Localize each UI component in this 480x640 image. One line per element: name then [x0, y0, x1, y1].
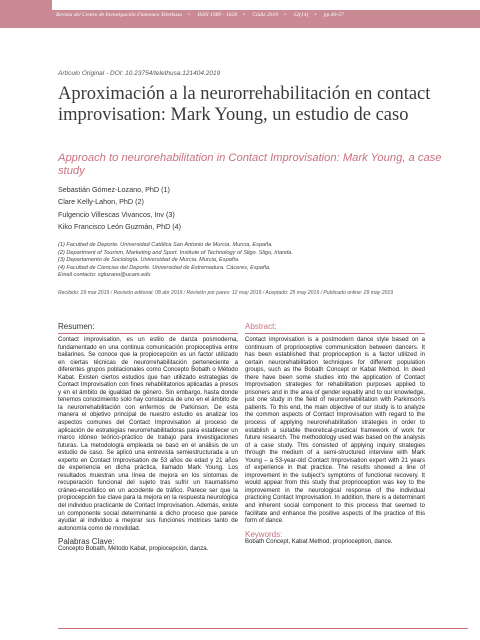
journal-pages: pp.40-57	[323, 12, 344, 18]
article-doi: Artículo Original - DOI: 10.23754/telethusa.121404.2019	[58, 70, 221, 77]
resumen-text: Contact improvisation, es un estilo de danza posmoderna, fundamentado en una continua comunicación propioceptiva entre bailarines. Se conoce que la propiocepción es un factor utilizado en ciertas técnicas de neurorrehabilitación perteneciente a diferentes grupos poblacionales como Concepto Bobath o Método Kabat. Existen ciertos estudios que han utilizado estrategias de Contact Improvisation con fines rehabilitatorios aplicadas a presos y en el ámbito de igualdad de género. Sin embargo, hasta donde tenemos conocimiento solo hay constancia de uno en el ámbito de la neurorrehabilitación con enfermos de Parkinson. De esta manera el objetivo principal de nuestro estudio es analizar los aspectos comunes del Contact Improvisation al proceso de aplicación de estrategias neurorrehabilitadoras para establecer un marco idóneo teórico-práctico de trabajo para investigaciones futuras. La metodología empleada se basó en el análisis de un estudio de caso. Se aplicó una entrevista semiestructurada a un experto en Contact Improvisation de 53 años de edad y 21 años de experiencia en dicha práctica, llamado Mark Young. Los resultados muestran una línea de mejora en los síntomas de recuperación funcional del sujeto tras sufrir un traumatismo cráneo-encefálico en un accidente de tráfico. Parece ser que la propiocepción fue clave para la mejora en la respuesta neurológica del individuo practicante de Contact Improvisation. Además, existe un componente social determinante a dicho proceso que parece ayudar al individuo a mejorar sus funciones motrices tanto de autonomía como de movilidad.	[58, 337, 238, 532]
resumen-heading: Resumen:	[58, 322, 238, 334]
journal-place-year: Cádiz 2019	[252, 12, 279, 18]
affiliation: (1) Facultad de Deporte. Universidad Católica San Antonio de Murcia. Murcia, España.	[58, 242, 273, 248]
title-english: Approach to neurorehabilitation in Contact Improvisation: Mark Young, a case study	[58, 152, 442, 177]
bottom-divider	[58, 628, 468, 629]
affiliation: (4) Facultad de Ciencias del Deporte. Universidad de Extremadura. Cáceres, España.	[58, 264, 271, 271]
keywords: Bobath Concept, Kabat Method, proprioception, dance.	[245, 538, 393, 545]
author: Kiko Francisco León Guzmán, PhD (4)	[58, 222, 182, 232]
journal-issn: ISSN 1989 - 1628	[197, 12, 238, 18]
journal-info: Revista del Centro de Investigación Flamenco Telethusa • ISSN 1989 - 1628 • Cádiz 2019 • 12(14) • pp.40-57	[56, 12, 344, 18]
publication-dates: Recibido: 29 mar 2019 / Revisión editorial: 08 abr 2019 / Revisión por pares: 12 may 2019 / Aceptado: 25 may 2019 / Publicado online: 29 may 2019	[58, 290, 394, 296]
header-accent-block	[0, 0, 52, 28]
contact-email: Email contacto: sglozano@ucam.edu	[58, 272, 151, 279]
title-spanish: Aproximación a la neurorrehabilitación en contact improvisation: Mark Young, un estudio de caso	[58, 84, 431, 125]
abstract-column	[245, 322, 425, 546]
affiliation-list	[58, 242, 458, 280]
author: Sebastián Gómez-Lozano, PhD (1)	[58, 185, 170, 194]
author: Fulgencio Villescas Vivancos, Inv (3)	[58, 209, 175, 219]
palabras-clave: Concepto Bobath, Método Kabat, propiocepción, danza.	[58, 546, 209, 553]
journal-name: Revista del Centro de Investigación Flamenco Telethusa	[56, 12, 183, 18]
journal-header-bar	[0, 0, 480, 28]
abstract-heading: Abstract:	[245, 322, 425, 334]
abstract-text: Contact improvisation is a postmodern dance style based on a continuum of proprioceptive communication between dancers. It has been established that proprioception is a factor utilized in certain neurorehabilitation techniques for different population groups, such as the Bobath Concept or Kabat Method. In deed there have been some studies into the application of Contact Improvisation strategies for rehabilitation purposes applied to prisoners and in the area of gender equality and to our knowledge, just one study in the field of neurorehabilitation with Parkinson's patients. To this end, the main objective of our study is to analyze the common aspects of Contact Improvisation with regard to the process of applying neurorehabilitation strategies in order to establish a suitable theoretical-practical framework of work for future research. The methodology used was based on the analysis of a case study. This consisted of applying inquiry strategies through the medium of a semi-structured interview with Mark Young – a 53-year-old Contact Improvisation expert with 21 years of experience in that practice. The results showed a line of improvement in the subject's symptoms of functional recovery. It would appear from this study that proprioception was key to the improvement in the neurological response of the individual practicing Contact Improvisation. In addition, there is a determinant and inherent social component to this process that seemed to facilitate and enhance the positive aspects of the practice of this form of dance.	[245, 337, 425, 525]
author: Clare Kelly-Lahon, PhD (2)	[58, 197, 144, 207]
affiliation: (2) Department of Tourism, Marketing and Sport. Institute of Technology of Sligo. Sligo, Irlanda.	[58, 249, 293, 256]
author-list	[58, 184, 458, 234]
journal-volume: 12(14)	[293, 12, 309, 18]
resumen-column	[58, 322, 238, 554]
palabras-clave-heading: Palabras Clave:	[58, 537, 115, 547]
keywords-heading: Keywords:	[245, 529, 283, 539]
affiliation: (3) Departamento de Sociología. Universidad de Murcia. Murcia, España.	[58, 257, 240, 264]
